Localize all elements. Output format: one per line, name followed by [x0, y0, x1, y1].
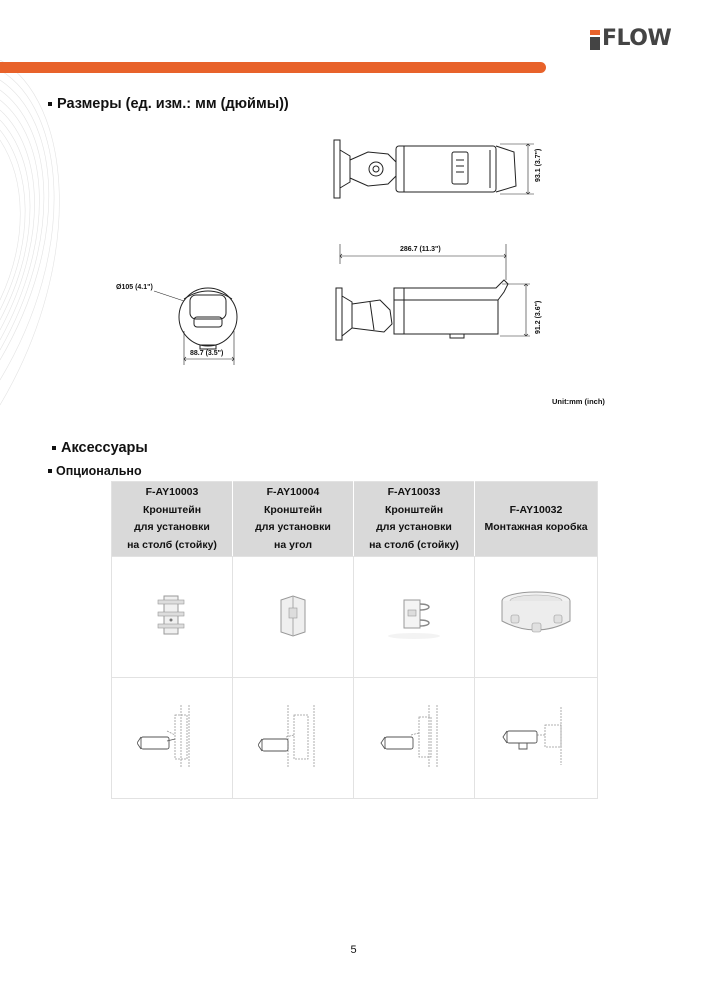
pole-mount-bracket-icon: [152, 590, 192, 640]
accessory-desc-line: для установки: [255, 521, 331, 533]
dim-length-label: 286.7 (11.3"): [400, 246, 441, 253]
accessory-drawing-cell: [475, 678, 598, 799]
accessory-drawing-cell: [112, 678, 233, 799]
camera-side-view-drawing: [330, 240, 555, 350]
bullet-square-icon: [48, 469, 52, 473]
dim-height-top-label: 93.1 (3.7"): [535, 148, 542, 182]
optional-subheading: [48, 464, 142, 478]
accessory-desc-line: для установки: [134, 521, 210, 533]
dimensions-heading: [48, 96, 289, 112]
corner-mount-bracket-icon: [273, 590, 313, 640]
camera-on-corner-mount-drawing-icon: [258, 701, 328, 771]
accessory-desc-line: Кронштейн: [142, 503, 202, 516]
camera-top-view-drawing: [330, 132, 555, 207]
accessory-photo-cell: [233, 557, 354, 678]
dim-height-side-label: 91.2 (3.6"): [535, 300, 542, 334]
accessory-header-3: [354, 482, 475, 557]
camera-on-pole-mount-drawing-icon: [137, 701, 207, 771]
camera-on-junction-box-drawing-icon: [501, 701, 571, 771]
accessory-desc-line: Кронштейн: [263, 503, 323, 516]
unit-note: Unit:mm (inch): [552, 397, 605, 406]
accessory-drawing-cell: [233, 678, 354, 799]
camera-on-pole-mount-drawing-icon: [379, 701, 449, 771]
dim-front-width-label: 88.7 (3.5"): [190, 350, 224, 357]
accessories-title: Аксессуары: [61, 440, 148, 456]
accessory-header-1: [112, 482, 233, 557]
pole-mount-bracket-icon: [384, 590, 444, 640]
accessory-model: F-AY10033: [387, 486, 441, 498]
junction-box-icon: [493, 587, 579, 643]
accessory-desc-line: на угол: [274, 538, 312, 551]
accessory-desc-line: для установки: [376, 521, 452, 533]
camera-front-view-drawing: [112, 275, 252, 370]
accessory-photo-cell: [475, 557, 598, 678]
brand-logo: [589, 26, 671, 52]
accessory-photo-cell: [354, 557, 475, 678]
accessory-model: F-AY10004: [266, 486, 320, 498]
decorative-swirl: [0, 60, 90, 420]
page-number: 5: [350, 944, 357, 956]
accessory-model: F-AY10003: [145, 486, 199, 498]
bullet-square-icon: [52, 446, 56, 450]
accessory-desc-line: на столб (стойку): [369, 538, 459, 551]
dim-diameter-label: Ø105 (4.1"): [116, 284, 153, 291]
accessory-photo-cell: [112, 557, 233, 678]
dimensions-title: Размеры (ед. изм.: мм (дюймы)): [57, 96, 289, 112]
accessories-table: [111, 481, 598, 799]
accessory-drawing-cell: [354, 678, 475, 799]
logo-i-mark: [589, 28, 601, 50]
optional-subtitle: Опционально: [56, 464, 142, 478]
header-bar: [0, 62, 546, 73]
logo-text: FLOW: [602, 26, 672, 51]
accessory-model: F-AY10032: [509, 503, 563, 516]
accessory-desc-line: Монтажная коробка: [484, 521, 588, 533]
accessory-desc-line: Кронштейн: [384, 503, 444, 516]
accessories-photo-row: [112, 557, 598, 678]
accessory-desc-line: на столб (стойку): [127, 538, 217, 551]
accessories-drawing-row: [112, 678, 598, 799]
accessory-header-2: [233, 482, 354, 557]
accessory-header-4: [475, 482, 598, 557]
bullet-square-icon: [48, 102, 52, 106]
accessories-heading: [52, 440, 148, 456]
accessories-header-row: [112, 482, 598, 557]
